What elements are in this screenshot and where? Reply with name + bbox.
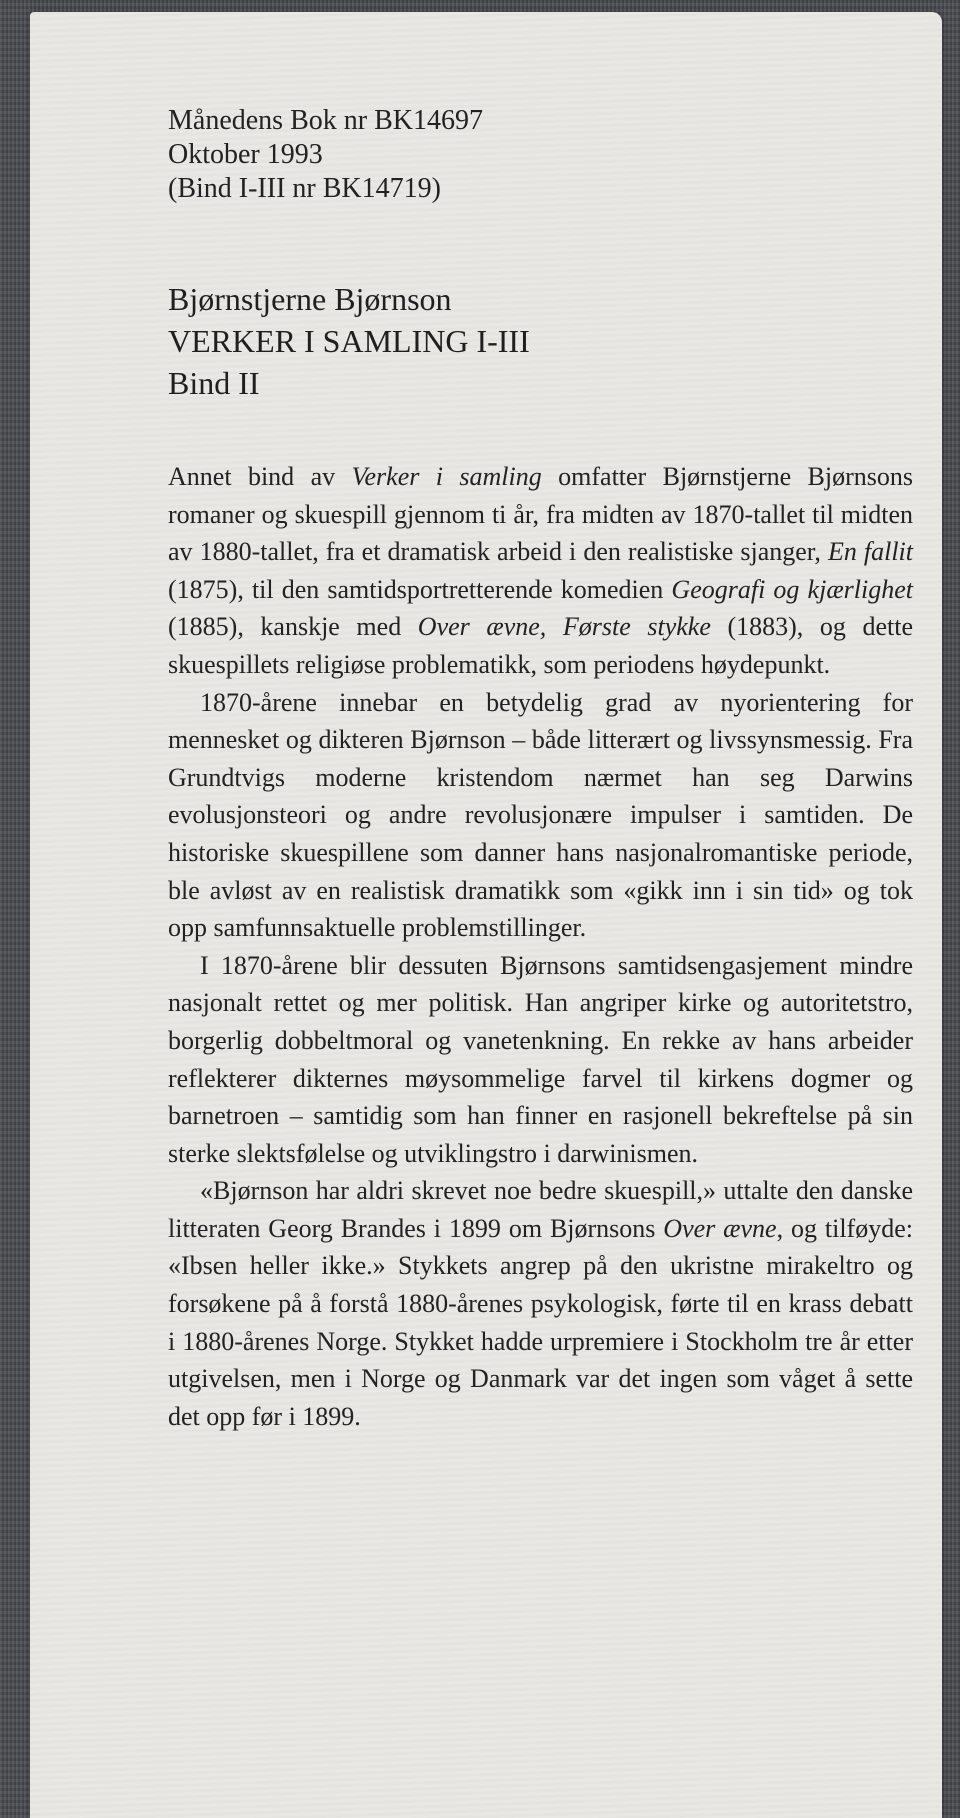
set-number: (Bind I-III nr BK14719) — [168, 173, 441, 204]
description-body — [168, 458, 913, 1435]
paragraph-3 — [168, 947, 913, 1173]
publication-date: Oktober 1993 — [168, 139, 323, 170]
text-segment: (1883), og dette skuespillets religiøse problematikk, som periodens høydepunkt. — [168, 612, 914, 679]
text-segment: I 1870-årene blir dessuten Bjørnsons samtidsengasjement mindre nasjonalt rettet og mer politisk. Han angriper kirke og autoritetstro, borgerlig dobbeltmoral og vanetenkning. En rekke av hans arbeider reflekterer dikternes møysommelige farvel til kirkens dogmer og barnetroen – samtidig som han finner en rasjonell bekreftelse på sin sterke slektsfølelse og utviklingstro i darwinismen. — [168, 950, 913, 1168]
author-name: Bjørnstjerne Bjørnson — [168, 281, 452, 317]
italic-title: Verker i samling — [351, 462, 542, 491]
italic-title: En fallit — [827, 537, 913, 567]
catalog-header — [168, 104, 483, 206]
italic-title: Over ævne — [663, 1213, 777, 1243]
paragraph-2 — [168, 684, 913, 947]
paragraph-1 — [168, 458, 913, 684]
text-segment: (1875), til den samtidsportretterende komedien — [168, 574, 672, 604]
text-segment: , og tilføyde: «Ibsen heller ikke.» Stykkets angrep på den ukristne mirakeltro og forsøkene på å forstå 1880-årenes psykologisk, førte til en krass debatt i 1880-årenes Norge. Stykket hadde urpremiere i Stockholm tre år etter utgivelsen, men i Norge og Danmark var det ingen som våget å sette det opp før i 1899. — [168, 1213, 913, 1431]
text-segment: Annet bind av — [168, 462, 352, 491]
work-title: VERKER I SAMLING I-III — [168, 323, 530, 359]
book-title-block — [168, 278, 530, 404]
volume-label: Bind II — [168, 365, 260, 401]
text-segment: (1885), kanskje med — [168, 612, 418, 642]
italic-title: Over ævne, Første stykke — [417, 612, 711, 642]
text-segment: «Bjørnson har aldri skrevet noe bedre skuespill,» uttalte den danske litteraten Georg Brandes i 1899 om Bjørnsons — [168, 1176, 913, 1243]
book-club-insert-card — [30, 12, 942, 1818]
paragraph-4 — [168, 1172, 913, 1435]
catalog-number: Månedens Bok nr BK14697 — [168, 105, 483, 136]
text-segment: omfatter Bjørnstjerne Bjørnsons romaner og skuespill gjennom ti år, fra midten av 1870-tallet til midten av 1880-tallet, fra et dramatisk arbeid i den realistiske sjanger, — [168, 462, 914, 567]
text-segment: 1870-årene innebar en betydelig grad av nyorientering for mennesket og dikteren Bjørnson – både litterært og livssynsmessig. Fra Grundtvigs moderne kristendom nærmet han seg Darwins evolusjonsteori og andre revolusjonære impulser i samtiden. De historiske skuespillene som danner hans nasjonalromantiske periode, ble avløst av en realistisk dramatikk som «gikk inn i sin tid» og tok opp samfunnsaktuelle problemstillinger. — [168, 687, 913, 943]
italic-title: Geografi og kjærlighet — [671, 574, 913, 604]
